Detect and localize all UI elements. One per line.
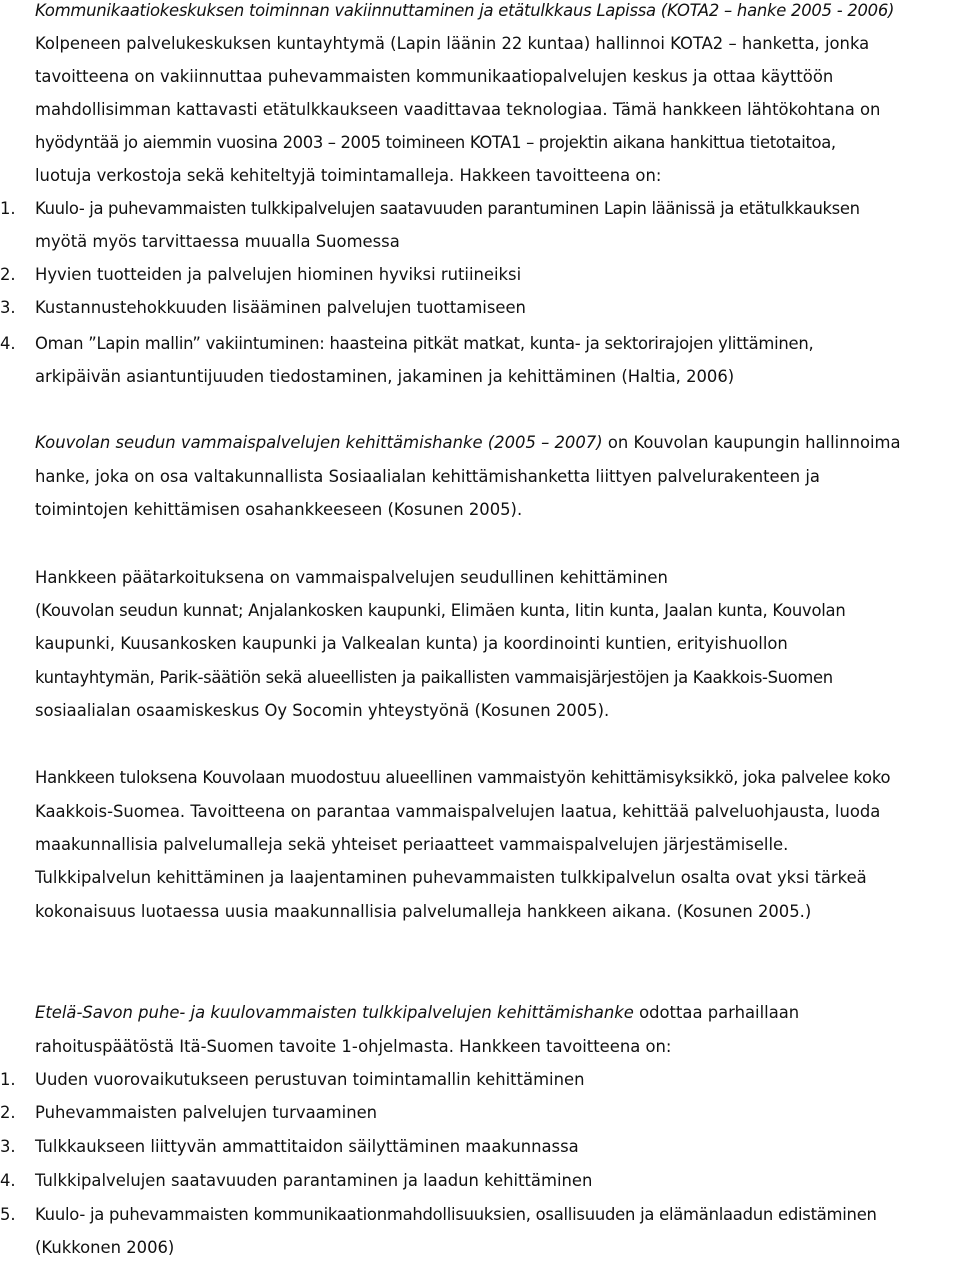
kota2-goal-number: 3. [0,298,16,317]
purpose-paragraph-line-3: kaupunki, Kuusankosken kaupunki ja Valkealan kunta) ja koordinointi kuntien, erityishuollon [35,634,788,653]
kota2-paragraph-line-4: hyödyntää jo aiemmin vuosina 2003 – 2005 toimineen KOTA1 – projektin aikana hankittua tietotaitoa, [35,133,836,152]
result-paragraph-line-5: kokonaisuus luotaessa uusia maakunnallisia palvelumalleja hankkeen aikana. (Kosunen 2005.) [35,902,812,921]
kota2-goal-4-line-1: Oman ”Lapin mallin” vakiintuminen: haasteina pitkät matkat, kunta- ja sektorirajojen ylittäminen, [35,334,814,353]
purpose-paragraph-line-5: sosiaalialan osaamiskeskus Oy Socomin yhteystyönä (Kosunen 2005). [35,701,610,720]
kota2-goal-3: Kustannustehokkuuden lisääminen palvelujen tuottamiseen [35,298,526,317]
result-paragraph-line-4: Tulkkipalvelun kehittäminen ja laajentaminen puhevammaisten tulkkipalvelun osalta ovat yksi tärkeä [35,868,867,887]
kouvola-project-title: Kouvolan seudun vammaispalvelujen kehittämishanke (2005 – 2007) [35,433,603,452]
kouvola-paragraph-line-1 [35,432,901,454]
etela-savo-goal-4: Tulkkipalvelujen saatavuuden parantaminen ja laadun kehittäminen [35,1171,593,1190]
result-paragraph-line-2: Kaakkois-Suomea. Tavoitteena on parantaa vammaispalvelujen laatua, kehittää palveluohjausta, luoda [35,802,881,821]
etela-savo-paragraph-line-2: rahoituspäätöstä Itä-Suomen tavoite 1-ohjelmasta. Hankkeen tavoitteena on: [35,1037,672,1056]
kota2-paragraph-line-2: tavoitteena on vakiinnuttaa puhevammaisten kommunikaatiopalvelujen keskus ja ottaa käyttöön [35,67,834,86]
kota2-paragraph-line-5: luotuja verkostoja sekä kehiteltyjä toimintamalleja. Hakkeen tavoitteena on: [35,166,662,185]
etela-savo-goal-number: 3. [0,1137,16,1156]
kota2-goal-number: 4. [0,334,16,353]
etela-savo-paragraph-line-1 [35,1002,799,1024]
etela-savo-goal-number: 5. [0,1205,16,1224]
kota2-goal-1-line-2: myötä myös tarvittaessa muualla Suomessa [35,232,400,251]
kouvola-line-1-rest: on Kouvolan kaupungin hallinnoima [602,433,901,452]
kota2-goal-4-line-2: arkipäivän asiantuntijuuden tiedostaminen, jakaminen ja kehittäminen (Haltia, 2006) [35,367,735,386]
etela-savo-goal-number: 1. [0,1070,16,1089]
kota2-goal-2: Hyvien tuotteiden ja palvelujen hiominen hyviksi rutiineiksi [35,265,522,284]
purpose-paragraph-line-2: (Kouvolan seudun kunnat; Anjalankosken kaupunki, Elimäen kunta, Iitin kunta, Jaalan kunta, Kouvolan [35,601,846,620]
kouvola-paragraph-line-3: toimintojen kehittämisen osahankkeeseen (Kosunen 2005). [35,500,523,519]
etela-savo-goal-5-line-2: (Kukkonen 2006) [35,1238,175,1257]
kota2-heading: Kommunikaatiokeskuksen toiminnan vakiinnuttaminen ja etätulkkaus Lapissa (KOTA2 – hanke 2005 - 2006) [35,1,895,20]
result-paragraph-line-1: Hankkeen tuloksena Kouvolaan muodostuu alueellinen vammaistyön kehittämisyksikkö, joka palvelee koko [35,768,891,787]
kouvola-paragraph-line-2: hanke, joka on osa valtakunnallista Sosiaalialan kehittämishanketta liittyen palvelurakenteen ja [35,467,820,486]
kota2-goal-number: 2. [0,265,16,284]
kota2-goal-number: 1. [0,199,16,218]
etela-savo-project-title: Etelä-Savon puhe- ja kuulovammaisten tulkkipalvelujen kehittämishanke [35,1003,634,1022]
etela-savo-goal-3: Tulkkaukseen liittyvän ammattitaidon säilyttäminen maakunnassa [35,1137,579,1156]
etela-savo-goal-2: Puhevammaisten palvelujen turvaaminen [35,1103,378,1122]
etela-savo-goal-number: 4. [0,1171,16,1190]
result-paragraph-line-3: maakunnallisia palvelumalleja sekä yhteiset periaatteet vammaispalvelujen järjestämiselle. [35,835,789,854]
kota2-goal-1-line-1: Kuulo- ja puhevammaisten tulkkipalvelujen saatavuuden parantuminen Lapin läänissä ja etätulkkauksen [35,199,860,218]
purpose-paragraph-line-4: kuntayhtymän, Parik-säätiön sekä alueellisten ja paikallisten vammaisjärjestöjen ja Kaakkois-Suomen [35,668,833,687]
etela-savo-goal-number: 2. [0,1103,16,1122]
etela-savo-goal-1: Uuden vuorovaikutukseen perustuvan toimintamallin kehittäminen [35,1070,585,1089]
purpose-paragraph-line-1: Hankkeen päätarkoituksena on vammaispalvelujen seudullinen kehittäminen [35,568,668,587]
kota2-paragraph-line-3: mahdollisimman kattavasti etätulkkaukseen vaadittavaa teknologiaa. Tämä hankkeen lähtökohtana on [35,100,881,119]
kota2-paragraph-line-1: Kolpeneen palvelukeskuksen kuntayhtymä (Lapin läänin 22 kuntaa) hallinnoi KOTA2 – hanketta, jonka [35,34,870,53]
etela-savo-goal-5-line-1: Kuulo- ja puhevammaisten kommunikaationmahdollisuuksien, osallisuuden ja elämänlaadun edistäminen [35,1205,877,1224]
etela-savo-line-1-rest: odottaa parhaillaan [633,1003,800,1022]
